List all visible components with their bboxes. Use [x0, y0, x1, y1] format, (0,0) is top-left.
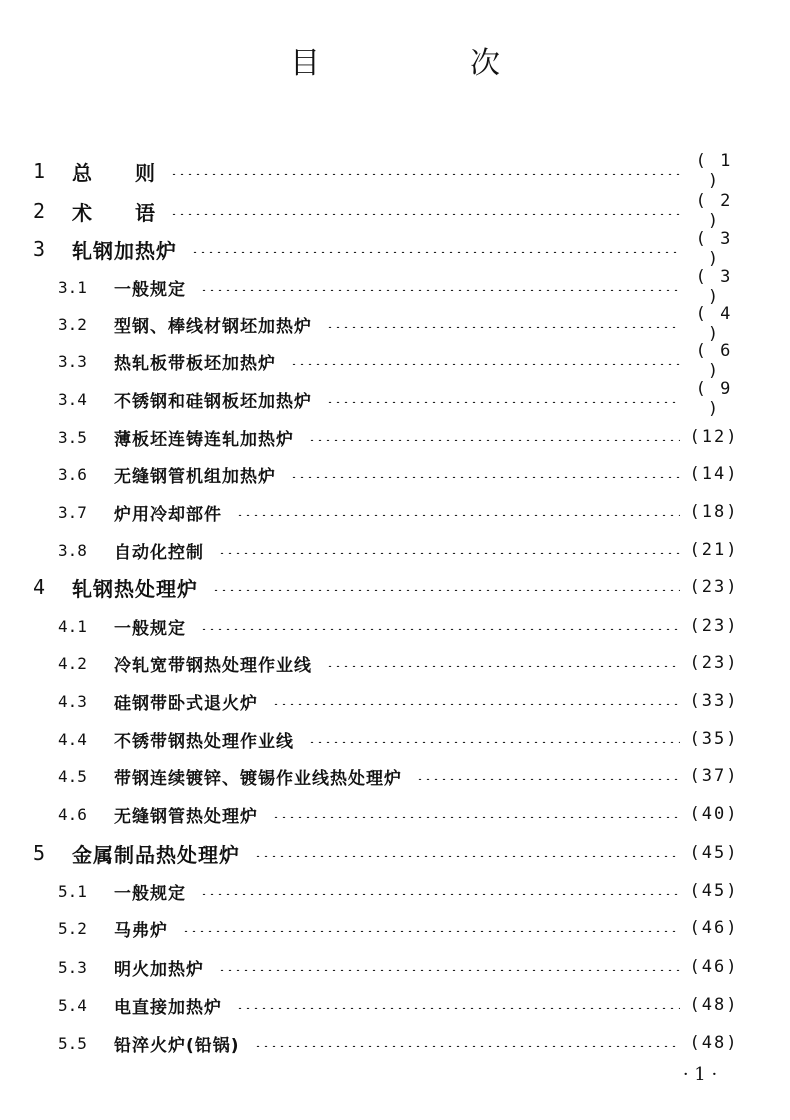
toc-entry-page: (14) [689, 464, 739, 484]
toc-entry-label: 一般规定 [114, 279, 186, 300]
toc-entry[interactable] [0, 948, 790, 986]
toc-entry-page: ( 4 ) [695, 304, 733, 344]
toc-entry-label: 马弗炉 [114, 920, 168, 941]
toc-leader-dots [218, 969, 680, 971]
toc-entry-label: 硅钢带卧式退火炉 [114, 693, 258, 714]
toc-entry[interactable] [0, 268, 790, 306]
toc-entry-number: 3 [33, 237, 46, 261]
toc-entry-page: ( 3 ) [695, 229, 733, 269]
toc-entry[interactable] [0, 152, 790, 190]
toc-entry-label: 电直接加热炉 [114, 997, 222, 1018]
toc-leader-dots [191, 251, 680, 253]
page-number: · 1 · [682, 1064, 718, 1085]
toc-entry-label: 无缝钢管热处理炉 [114, 806, 258, 827]
toc-entry[interactable] [0, 607, 790, 645]
toc-entry-number: 5.2 [58, 918, 87, 938]
toc-leader-dots [212, 589, 680, 591]
toc-leader-dots [200, 628, 680, 630]
toc-entry-label: 一般规定 [114, 618, 186, 639]
toc-entry-page: (48) [689, 995, 739, 1015]
toc-entry-number: 5.1 [58, 881, 87, 901]
toc-entry-label: 薄板坯连铸连轧加热炉 [114, 429, 294, 450]
toc-entry-label: 明火加热炉 [114, 959, 204, 980]
toc-entry-label: 金属制品热处理炉 [72, 842, 240, 867]
toc-leader-dots [416, 778, 680, 780]
toc-entry-page: ( 1 ) [695, 151, 733, 191]
toc-entry-page: (46) [689, 918, 739, 938]
toc-entry-page: ( 9 ) [695, 379, 733, 419]
toc-leader-dots [326, 326, 680, 328]
toc-entry[interactable] [0, 230, 790, 268]
toc-entry-number: 3.3 [58, 351, 87, 371]
toc-leader-dots [236, 1007, 680, 1009]
toc-entry-label: 炉用冷却部件 [114, 504, 222, 525]
toc-entry-page: (23) [689, 616, 739, 636]
toc-leader-dots [170, 173, 680, 175]
toc-entry-label: 冷轧宽带钢热处理作业线 [114, 655, 312, 676]
toc-entry[interactable] [0, 418, 790, 456]
toc-entry-page: (45) [689, 843, 739, 863]
toc-entry[interactable] [0, 872, 790, 910]
toc-entry[interactable] [0, 380, 790, 418]
toc-leader-dots [326, 665, 680, 667]
toc-entry[interactable] [0, 531, 790, 569]
toc-entry-page: (23) [689, 653, 739, 673]
toc-entry-label: 铅淬火炉(铅锅) [114, 1035, 240, 1056]
toc-entry[interactable] [0, 455, 790, 493]
toc-entry-label: 型钢、棒线材钢坯加热炉 [114, 316, 312, 337]
toc-entry-number: 1 [33, 159, 46, 183]
toc-leader-dots [272, 703, 680, 705]
toc-entry-page: ( 2 ) [695, 191, 733, 231]
toc-entry[interactable] [0, 192, 790, 230]
toc-leader-dots [200, 289, 680, 291]
toc-entry-label: 术 语 [72, 200, 156, 225]
toc-leader-dots [254, 855, 680, 857]
toc-entry[interactable] [0, 644, 790, 682]
toc-entry-page: (35) [689, 729, 739, 749]
toc-leader-dots [218, 552, 680, 554]
toc-leader-dots [308, 741, 680, 743]
toc-entry-page: ( 3 ) [695, 267, 733, 307]
toc-entry[interactable] [0, 757, 790, 795]
toc-entry-number: 4.4 [58, 729, 87, 749]
toc-entry-label: 带钢连续镀锌、镀锡作业线热处理炉 [114, 768, 402, 789]
toc-entry-number: 5.5 [58, 1033, 87, 1053]
toc-entry-page: (33) [689, 691, 739, 711]
toc-leader-dots [326, 401, 680, 403]
toc-entry-label: 无缝钢管机组加热炉 [114, 466, 276, 487]
toc-entry-number: 5 [33, 841, 46, 865]
toc-leader-dots [308, 439, 680, 441]
toc-leader-dots [182, 930, 680, 932]
toc-entry-number: 5.4 [58, 995, 87, 1015]
toc-entry-page: (23) [689, 577, 739, 597]
toc-leader-dots [290, 476, 680, 478]
toc-entry-label: 自动化控制 [114, 542, 204, 563]
toc-entry[interactable] [0, 834, 790, 872]
toc-entry-number: 3.4 [58, 389, 87, 409]
toc-entry[interactable] [0, 568, 790, 606]
toc-entry[interactable] [0, 682, 790, 720]
toc-entry-number: 4.6 [58, 804, 87, 824]
toc-entry-number: 2 [33, 199, 46, 223]
toc-entry-number: 3.1 [58, 277, 87, 297]
toc-entry-label: 不锈钢和硅钢板坯加热炉 [114, 391, 312, 412]
toc-entry[interactable] [0, 986, 790, 1024]
toc-entry-number: 4.1 [58, 616, 87, 636]
toc-entry[interactable] [0, 720, 790, 758]
toc-leader-dots [290, 363, 680, 365]
toc-entry[interactable] [0, 493, 790, 531]
toc-entry-label: 热轧板带板坯加热炉 [114, 353, 276, 374]
toc-entry-page: (48) [689, 1033, 739, 1053]
toc-entry[interactable] [0, 342, 790, 380]
toc-entry-number: 3.8 [58, 540, 87, 560]
toc-entry[interactable] [0, 795, 790, 833]
toc-entry-number: 5.3 [58, 957, 87, 977]
toc-entry[interactable] [0, 305, 790, 343]
toc-leader-dots [272, 816, 680, 818]
toc-entry-number: 3.2 [58, 314, 87, 334]
toc-entry-page: (46) [689, 957, 739, 977]
toc-entry-number: 4.3 [58, 691, 87, 711]
toc-entry-label: 总 则 [72, 160, 156, 185]
toc-entry-label: 不锈带钢热处理作业线 [114, 731, 294, 752]
toc-entry-label: 轧钢热处理炉 [72, 576, 198, 601]
toc-entry-page: ( 6 ) [695, 341, 733, 381]
toc-entry-number: 4 [33, 575, 46, 599]
toc-entry-page: (12) [689, 427, 739, 447]
page-title: 目 次 [290, 46, 560, 81]
toc-entry-number: 3.5 [58, 427, 87, 447]
toc-entry-page: (45) [689, 881, 739, 901]
toc-entry-label: 轧钢加热炉 [72, 238, 177, 263]
toc-entry-page: (18) [689, 502, 739, 522]
toc-leader-dots [200, 893, 680, 895]
toc-entry[interactable] [0, 1024, 790, 1062]
toc-leader-dots [170, 213, 680, 215]
toc-entry-page: (21) [689, 540, 739, 560]
toc-entry-number: 3.7 [58, 502, 87, 522]
toc-entry-label: 一般规定 [114, 883, 186, 904]
toc-entry[interactable] [0, 909, 790, 947]
toc-entry-page: (40) [689, 804, 739, 824]
toc-entry-number: 3.6 [58, 464, 87, 484]
toc-leader-dots [236, 514, 680, 516]
toc-leader-dots [254, 1045, 680, 1047]
toc-entry-page: (37) [689, 766, 739, 786]
toc-entry-number: 4.5 [58, 766, 87, 786]
toc-entry-number: 4.2 [58, 653, 87, 673]
